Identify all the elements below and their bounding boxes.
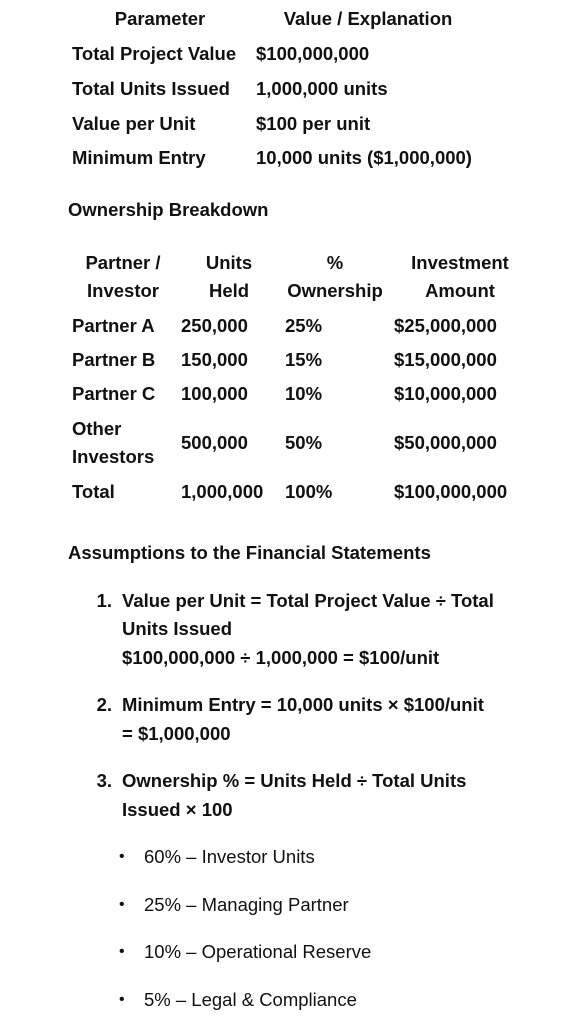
parameter-value: 10,000 units ($1,000,000)	[256, 147, 472, 168]
assumption-line: $100,000,000 ÷ 1,000,000 = $100/unit	[122, 647, 440, 668]
partner-name-line2: Investors	[72, 446, 155, 467]
bullet-text: 5% – Legal & Compliance	[144, 989, 357, 1010]
partner-name: Partner C	[72, 383, 156, 404]
parameter-label: Total Project Value	[72, 43, 237, 64]
list-number: 1.	[96, 590, 112, 611]
parameter-label: Value per Unit	[72, 113, 196, 134]
assumption-line: Issued × 100	[122, 799, 233, 820]
parameter-header: Parameter	[114, 8, 206, 29]
units-held: 100,000	[181, 383, 248, 404]
ownership-percent: 10%	[285, 383, 323, 404]
bullet-text: 25% – Managing Partner	[144, 894, 349, 915]
value-header: Value / Explanation	[283, 8, 453, 29]
bullet-icon: •	[119, 896, 125, 913]
ownership-percent: 15%	[285, 349, 323, 370]
total-units: 1,000,000	[181, 481, 264, 502]
ownership-percent: 25%	[285, 315, 323, 336]
units-header-line2: Held	[208, 280, 250, 301]
investment-header-line2: Amount	[425, 280, 495, 301]
parameter-value: $100,000,000	[256, 43, 370, 64]
investment-amount: $10,000,000	[394, 383, 497, 404]
assumption-line: Minimum Entry = 10,000 units × $100/unit	[122, 694, 484, 715]
investment-amount: $15,000,000	[394, 349, 497, 370]
bullet-icon: •	[119, 991, 125, 1008]
bullet-icon: •	[119, 943, 125, 960]
assumption-line: Value per Unit = Total Project Value ÷ Total	[122, 590, 494, 611]
ownership-percent: 50%	[285, 432, 323, 453]
partner-name: Partner A	[72, 315, 155, 336]
units-held: 500,000	[181, 432, 248, 453]
total-percent: 100%	[285, 481, 333, 502]
ownership-heading: Ownership Breakdown	[68, 199, 269, 220]
pct-header-line2: Ownership	[287, 280, 383, 301]
assumptions-heading: Assumptions to the Financial Statements	[68, 542, 431, 563]
assumption-line: = $1,000,000	[122, 723, 231, 744]
pct-header-line1: %	[326, 252, 344, 273]
total-amount: $100,000,000	[394, 481, 508, 502]
partner-name-line1: Other	[72, 418, 122, 439]
units-held: 150,000	[181, 349, 248, 370]
partner-name: Partner B	[72, 349, 156, 370]
partner-header-line1: Partner /	[85, 252, 161, 273]
parameter-label: Total Units Issued	[72, 78, 230, 99]
bullet-text: 10% – Operational Reserve	[144, 941, 372, 962]
investment-amount: $50,000,000	[394, 432, 497, 453]
assumption-line: Ownership % = Units Held ÷ Total Units	[122, 770, 467, 791]
parameter-value: 1,000,000 units	[256, 78, 388, 99]
list-number: 3.	[96, 770, 112, 791]
units-held: 250,000	[181, 315, 248, 336]
investment-amount: $25,000,000	[394, 315, 497, 336]
list-number: 2.	[96, 694, 112, 715]
bullet-text: 60% – Investor Units	[144, 846, 315, 867]
parameter-label: Minimum Entry	[72, 147, 206, 168]
investment-header-line1: Investment	[411, 252, 509, 273]
total-label: Total	[72, 481, 115, 502]
assumption-line: Units Issued	[122, 618, 232, 639]
parameter-value: $100 per unit	[256, 113, 371, 134]
units-header-line1: Units	[205, 252, 253, 273]
partner-header-line2: Investor	[87, 280, 159, 301]
bullet-icon: •	[119, 848, 125, 865]
